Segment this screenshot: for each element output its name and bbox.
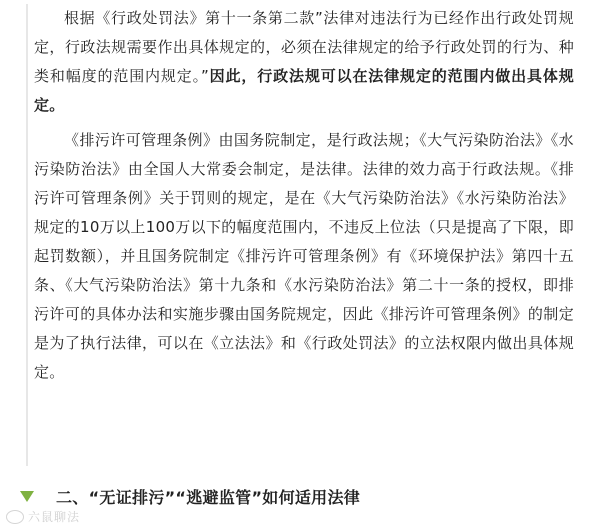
section-heading-text: 二、“无证排污”“逃避监管”如何适用法律	[56, 487, 361, 507]
section-heading	[20, 482, 590, 510]
paragraph-penalty-law-citation	[34, 4, 574, 120]
paragraph-bold-conclusion: 因此，行政法规可以在法律规定的范围内做出具体规定。	[34, 67, 574, 114]
weibo-logo-icon	[6, 510, 24, 524]
triangle-down-icon	[20, 491, 34, 502]
paragraph-text: 根据《行政处罚法》第十一条第二款”法律对违法行为已经作出行政处罚规定，行政法规需要作出具体规定的，必须在法律规定的给予行政处罚的行为、种类和幅度的范围内规定。”	[34, 9, 574, 85]
watermark-text: 六鼠聊法	[28, 510, 81, 524]
paragraph-regulation-analysis: 《排污许可管理条例》由国务院制定，是行政法规；《大气污染防治法》《水污染防治法》由全国人大常委会制定，是法律。法律的效力高于行政法规。《排污许可管理条例》关于罚则的规定，是在《大气污染防治法》《水污染防治法》规定的10万以上100万以下的幅度范围内，不违反上位法（只是提高了下限，即起罚数额），并且国务院制定《排污许可管理条例》有《环境保护法》第四十五条、《大气污染防治法》第十九条和《水污染防治法》第二十一条的授权，即排污许可的具体办法和实施步骤由国务院规定，因此《排污许可管理条例》的制定是为了执行法律，可以在《立法法》和《行政处罚法》的立法权限内做出具体规定。	[34, 131, 574, 381]
quoted-law-block	[26, 4, 574, 466]
watermark	[6, 508, 80, 525]
